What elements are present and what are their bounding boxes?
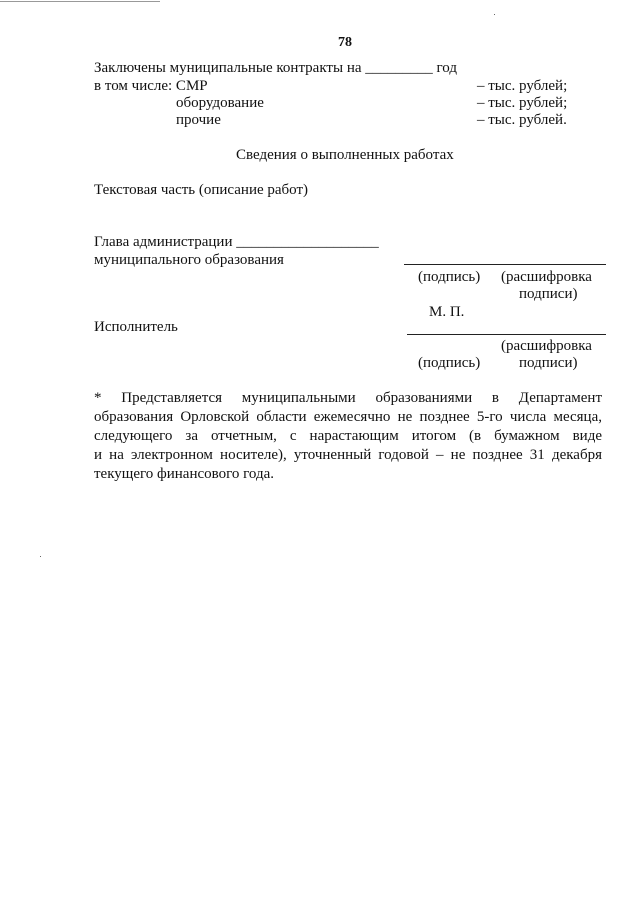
scan-speck [494,14,495,15]
contracts-incl-smr: в том числе: СМР [94,78,208,94]
contracts-unit-other: – тыс. рублей. [477,112,567,128]
head-admin-municipality: муниципального образования [94,252,284,268]
scan-edge-line [0,1,160,2]
executor-signature-caption: (подпись) [418,355,481,371]
stamp-placeholder: М. П. [429,304,465,320]
head-decode-caption-2: подписи) [519,286,578,302]
footnote-line: * Представляется муниципальными образованиями в Департамент [94,390,602,406]
text-part-caption: Текстовая часть (описание работ) [94,182,309,198]
executor-decode-caption-2: подписи) [519,355,578,371]
head-admin-line: Глава администрации ___________________ [94,234,379,250]
footnote-line: образования Орловской области ежемесячно не позднее 5-го числа месяца, [94,409,602,425]
executor-decode-caption: (расшифровка [501,338,592,354]
footnote [94,389,602,484]
page-number: 78 [338,35,352,50]
executor-signature-line [407,334,606,335]
footnote-line: следующего за отчетным, с нарастающим итогом (в бумажном виде [94,428,602,444]
executor-label: Исполнитель [94,319,178,335]
contracts-other-label: прочие [176,112,221,128]
contracts-unit-smr: – тыс. рублей; [477,78,568,94]
scan-speck [40,556,41,557]
contracts-equipment-label: оборудование [176,95,264,111]
contracts-line: Заключены муниципальные контракты на _________ год [94,60,457,76]
footnote-line: текущего финансового года. [94,466,275,482]
section-title: Сведения о выполненных работах [236,147,454,163]
contracts-unit-equipment: – тыс. рублей; [477,95,568,111]
head-signature-line [404,264,606,265]
head-decode-caption: (расшифровка [501,269,592,285]
head-signature-caption: (подпись) [418,269,481,285]
footnote-line: и на электронном носителе), уточненный годовой – не позднее 31 декабря [94,447,602,463]
